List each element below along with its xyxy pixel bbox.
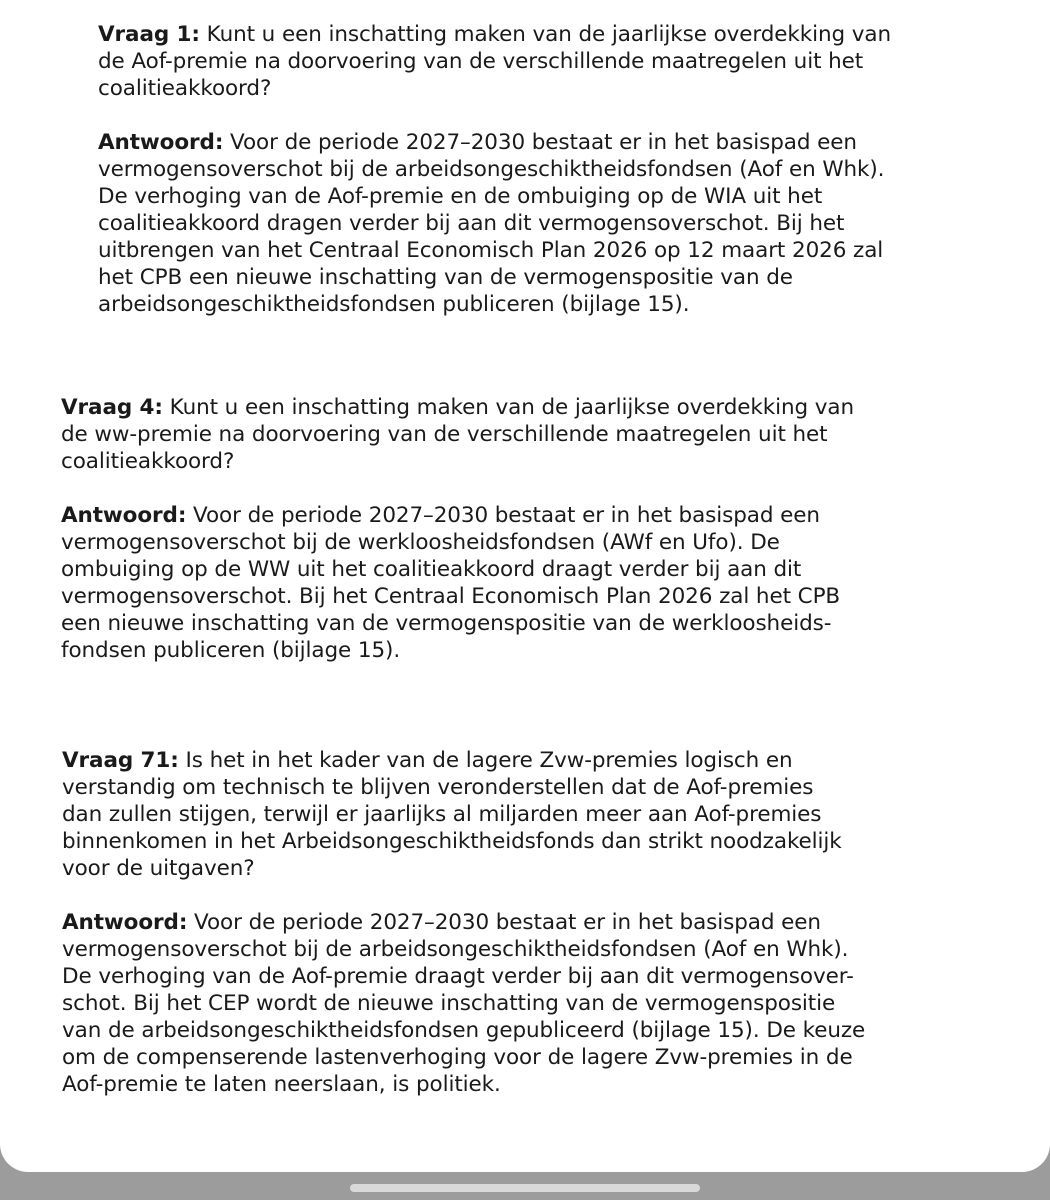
question-paragraph: [62, 747, 865, 882]
answer-line: [62, 909, 865, 936]
question-line: de ww-premie na doorvoering van de verschillende maatregelen uit het: [61, 422, 828, 447]
answer-line: vermogensoverschot. Bij het Centraal Economisch Plan 2026 zal het CPB: [61, 584, 841, 609]
question-line: binnenkomen in het Arbeidsongeschiktheidsfonds dan strikt noodzakelijk: [62, 829, 842, 854]
answer-line: De verhoging van de Aof-premie en de ombuiging op de WIA uit het: [98, 184, 823, 209]
answer-text: Voor de periode 2027–2030 bestaat er in het basispad een: [187, 910, 821, 935]
qa-block-vraag-4: [61, 394, 854, 664]
qa-block-vraag-1: [98, 21, 891, 318]
question-line: voor de uitgaven?: [62, 856, 255, 881]
question-line: coalitieakkoord?: [98, 76, 272, 101]
answer-line: [61, 502, 854, 529]
question-paragraph: [61, 394, 854, 475]
answer-line: De verhoging van de Aof-premie draagt verder bij aan dit vermogensover-: [62, 964, 854, 989]
question-label: Vraag 4:: [61, 395, 163, 420]
question-label: Vraag 71:: [62, 748, 179, 773]
answer-label: Antwoord:: [61, 503, 187, 528]
answer-line: arbeidsongeschiktheidsfondsen publiceren (bijlage 15).: [98, 292, 690, 317]
answer-paragraph: [62, 909, 865, 1098]
answer-paragraph: [98, 129, 891, 318]
answer-text: Voor de periode 2027–2030 bestaat er in het basispad een: [186, 503, 820, 528]
home-indicator[interactable]: [350, 1184, 700, 1192]
question-line: de Aof-premie na doorvoering van de verschillende maatregelen uit het: [98, 49, 864, 74]
question-label: Vraag 1:: [98, 22, 200, 47]
answer-line: om de compenserende lastenverhoging voor de lagere Zvw-premies in de: [62, 1045, 853, 1070]
question-line: coalitieakkoord?: [61, 449, 235, 474]
answer-line: van de arbeidsongeschiktheidsfondsen gepubliceerd (bijlage 15). De keuze: [62, 1018, 866, 1043]
question-line: [62, 747, 865, 774]
question-line: [98, 21, 891, 48]
answer-line: coalitieakkoord dragen verder bij aan dit vermogensoverschot. Bij het: [98, 211, 845, 236]
answer-line: [98, 129, 891, 156]
question-line: [61, 394, 854, 421]
answer-line: ombuiging op de WW uit het coalitieakkoord draagt verder bij aan dit: [61, 557, 802, 582]
answer-label: Antwoord:: [98, 130, 224, 155]
answer-line: uitbrengen van het Centraal Economisch Plan 2026 op 12 maart 2026 zal: [98, 238, 884, 263]
answer-line: een nieuwe inschatting van de vermogenspositie van de werkloosheids-: [61, 611, 832, 636]
answer-text: Voor de periode 2027–2030 bestaat er in het basispad een: [223, 130, 857, 155]
qa-block-vraag-71: [62, 747, 865, 1098]
answer-line: fondsen publiceren (bijlage 15).: [61, 638, 401, 663]
question-text: Is het in het kader van de lagere Zvw-premies logisch en: [178, 748, 793, 773]
answer-line: het CPB een nieuwe inschatting van de vermogenspositie van de: [98, 265, 793, 290]
answer-line: vermogensoverschot bij de arbeidsongeschiktheidsfondsen (Aof en Whk).: [62, 937, 849, 962]
question-line: verstandig om technisch te blijven veronderstellen dat de Aof-premies: [62, 775, 814, 800]
question-paragraph: [98, 21, 891, 102]
answer-line: vermogensoverschot bij de werkloosheidsfondsen (AWf en Ufo). De: [61, 530, 780, 555]
answer-line: schot. Bij het CEP wordt de nieuwe inschatting van de vermogenspositie: [62, 991, 836, 1016]
question-text: Kunt u een inschatting maken van de jaarlijkse overdekking van: [162, 395, 855, 420]
answer-paragraph: [61, 502, 854, 664]
question-line: dan zullen stijgen, terwijl er jaarlijks al miljarden meer aan Aof-premies: [62, 802, 822, 827]
answer-label: Antwoord:: [62, 910, 188, 935]
answer-line: vermogensoverschot bij de arbeidsongeschiktheidsfondsen (Aof en Whk).: [98, 157, 885, 182]
question-text: Kunt u een inschatting maken van de jaarlijkse overdekking van: [199, 22, 892, 47]
answer-line: Aof-premie te laten neerslaan, is politiek.: [62, 1072, 501, 1097]
